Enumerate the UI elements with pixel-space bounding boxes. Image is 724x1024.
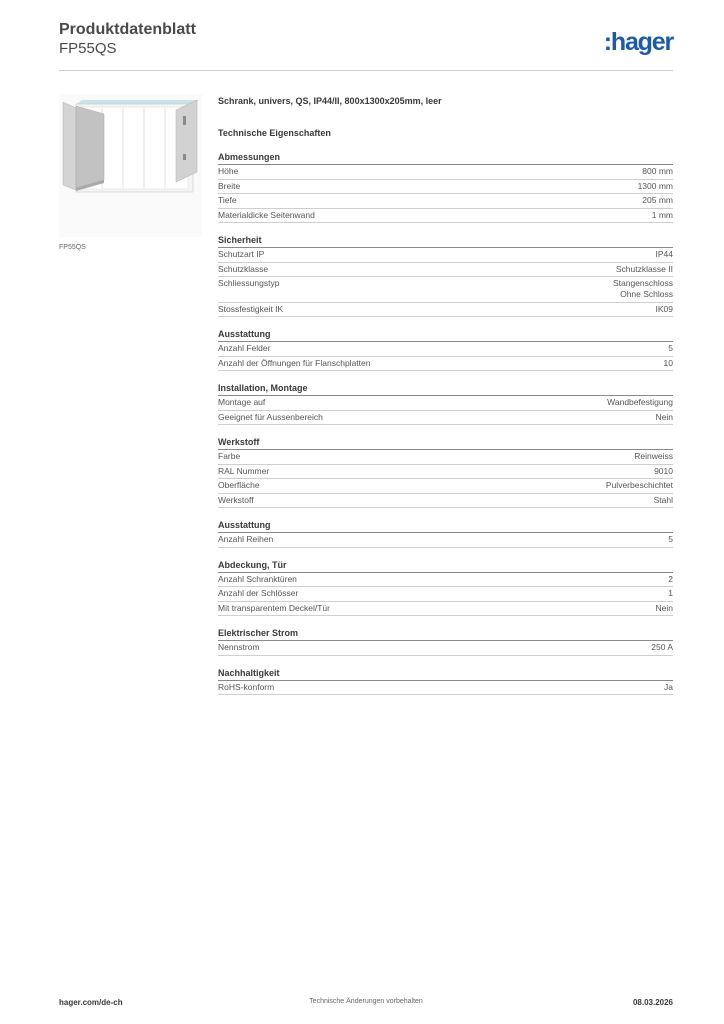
spec-value-line: 1 mm	[651, 209, 673, 220]
section-title: Abdeckung, Tür	[218, 560, 673, 573]
spec-row	[218, 180, 673, 195]
spec-row	[218, 165, 673, 180]
spec-section	[218, 628, 673, 656]
section-title: Abmessungen	[218, 152, 673, 165]
spec-label: Anzahl der Öffnungen für Flanschplatten	[218, 357, 371, 368]
spec-label: Materialdicke Seitenwand	[218, 209, 315, 220]
spec-value-line: Reinweiss	[634, 451, 673, 461]
spec-sections	[218, 152, 673, 695]
spec-label: Mit transparentem Deckel/Tür	[218, 602, 330, 613]
spec-row	[218, 396, 673, 411]
spec-value	[642, 195, 673, 206]
spec-value-line: Ja	[664, 681, 673, 692]
image-caption: FP55QS	[59, 244, 86, 251]
spec-value	[664, 358, 673, 369]
spec-label: Schliessungstyp	[218, 278, 280, 288]
spec-value	[656, 249, 674, 260]
spec-row	[218, 681, 673, 696]
spec-label: Montage auf	[218, 397, 266, 407]
spec-value-line: 5	[668, 343, 673, 353]
spec-label: Höhe	[218, 166, 239, 176]
spec-value	[613, 278, 673, 300]
spec-row	[218, 450, 673, 465]
spec-value	[616, 264, 673, 275]
spec-row	[218, 479, 673, 494]
spec-row	[218, 641, 673, 656]
spec-value	[656, 603, 673, 614]
spec-label: Werkstoff	[218, 494, 254, 505]
spec-row	[218, 263, 673, 278]
section-title: Ausstattung	[218, 329, 673, 342]
spec-value-line: 5	[668, 534, 673, 544]
product-description: Schrank, univers, QS, IP44/II, 800x1300x205mm, leer	[218, 96, 442, 106]
spec-value	[656, 412, 673, 423]
spec-section	[218, 437, 673, 508]
spec-row	[218, 357, 673, 372]
spec-value	[652, 210, 673, 221]
spec-value-line: Pulverbeschichtet	[605, 480, 673, 490]
spec-label: Schutzart IP	[218, 249, 265, 259]
spec-row	[218, 248, 673, 263]
document-title: Produktdatenblatt	[59, 21, 196, 38]
spec-row	[218, 303, 673, 318]
page-footer	[59, 998, 673, 1012]
spec-value-line: IK09	[655, 303, 673, 314]
spec-label: Anzahl Schranktüren	[218, 573, 297, 584]
spec-value	[668, 574, 673, 585]
spec-row	[218, 602, 673, 617]
section-title: Sicherheit	[218, 235, 673, 248]
spec-row	[218, 533, 673, 548]
product-image	[59, 94, 202, 237]
spec-label: Stossfestigkeit IK	[218, 303, 284, 314]
spec-value	[607, 397, 673, 408]
spec-row	[218, 194, 673, 209]
spec-value	[651, 642, 673, 653]
spec-row	[218, 465, 673, 480]
spec-section	[218, 152, 673, 223]
spec-value-line: 250 A	[651, 642, 673, 652]
spec-value-line: 1	[668, 588, 673, 598]
spec-value	[606, 480, 673, 491]
spec-value-line: 1300 mm	[637, 180, 673, 191]
spec-value	[668, 588, 673, 599]
spec-value-line: IP44	[655, 249, 673, 259]
spec-label: Oberfläche	[218, 480, 260, 490]
spec-label: RAL Nummer	[218, 465, 270, 476]
spec-label: Tiefe	[218, 195, 237, 205]
spec-value-line: 9010	[654, 465, 673, 476]
spec-label: Schutzklasse	[218, 263, 269, 274]
cabinet-illustration	[59, 94, 202, 237]
spec-value-line: Stahl	[653, 494, 673, 505]
section-title: Installation, Montage	[218, 383, 673, 396]
hager-logo: :hager	[603, 28, 673, 56]
spec-row	[218, 411, 673, 426]
spec-section	[218, 329, 673, 371]
spec-section	[218, 668, 673, 696]
section-title: Werkstoff	[218, 437, 673, 450]
spec-label: Anzahl Reihen	[218, 534, 274, 544]
spec-value-line: 2	[668, 573, 673, 584]
spec-section	[218, 383, 673, 425]
spec-value-line: Nein	[655, 602, 673, 613]
product-content	[218, 94, 673, 707]
spec-value-line: Nein	[655, 411, 673, 422]
spec-value-line: Stangenschloss	[612, 278, 673, 288]
footer-website: hager.com/de-ch	[59, 998, 123, 1007]
spec-value	[642, 166, 673, 177]
spec-row	[218, 277, 673, 303]
spec-section	[218, 235, 673, 317]
spec-value	[668, 343, 673, 354]
section-title: Nachhaltigkeit	[218, 668, 673, 681]
spec-value	[654, 466, 673, 477]
spec-value-line: 205 mm	[642, 195, 673, 205]
section-title: Elektrischer Strom	[218, 628, 673, 641]
spec-value-line: Ohne Schloss	[620, 289, 673, 299]
spec-label: Nennstrom	[218, 642, 260, 652]
spec-label: Breite	[218, 180, 241, 191]
spec-row	[218, 209, 673, 224]
spec-label: Anzahl Felder	[218, 343, 271, 353]
spec-section	[218, 560, 673, 617]
spec-value	[664, 682, 673, 693]
spec-value-line: Schutzklasse II	[615, 263, 673, 274]
spec-row	[218, 342, 673, 357]
spec-label: Farbe	[218, 451, 241, 461]
spec-section	[218, 520, 673, 548]
footer-notice: Technische Änderungen vorbehalten	[309, 998, 423, 1005]
spec-value-line: Wandbefestigung	[607, 397, 673, 407]
spec-value-line: 800 mm	[642, 166, 673, 176]
spec-value	[656, 304, 674, 315]
spec-label: RoHS-konform	[218, 681, 275, 692]
spec-row	[218, 587, 673, 602]
spec-row	[218, 494, 673, 509]
article-number: FP55QS	[59, 40, 117, 57]
page-header	[59, 20, 673, 71]
spec-value	[654, 495, 673, 506]
spec-row	[218, 573, 673, 588]
technical-properties-heading: Technische Eigenschaften	[218, 128, 331, 138]
footer-date: 08.03.2026	[632, 998, 673, 1007]
spec-value	[638, 181, 673, 192]
spec-label: Anzahl der Schlösser	[218, 588, 299, 598]
spec-value	[634, 451, 673, 462]
spec-value-line: 10	[663, 357, 673, 368]
spec-label: Geeignet für Aussenbereich	[218, 411, 323, 422]
section-title: Ausstattung	[218, 520, 673, 533]
spec-value	[668, 534, 673, 545]
